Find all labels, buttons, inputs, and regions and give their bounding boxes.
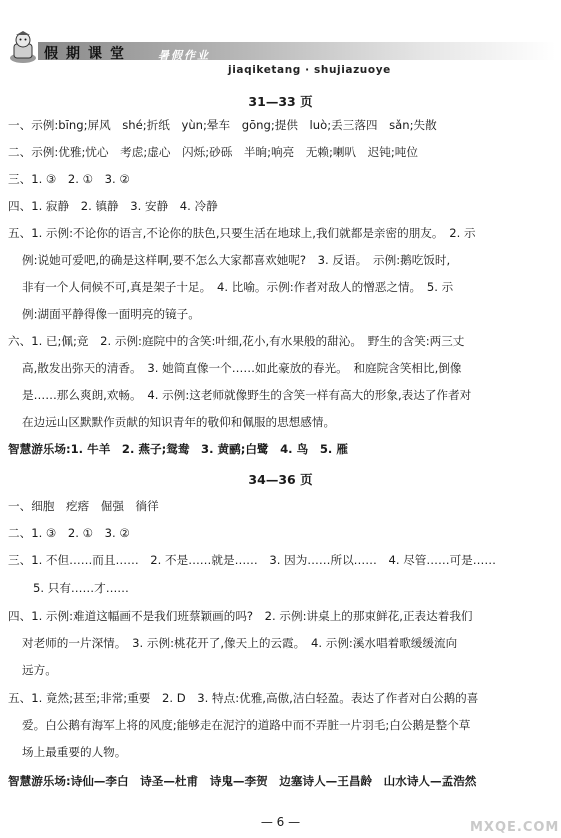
answer-line: 5. 只有……才…… <box>33 581 129 595</box>
answer-line: 在边远山区默默作贡献的知识青年的敬仰和佩服的思想感情。 <box>22 415 336 429</box>
header-pinyin: jiaqiketang · shujiazuoye <box>228 64 391 76</box>
answer-line: 对老师的一片深情。 3. 示例:桃花开了,像天上的云霞。 4. 示例:溪水唱着歌缓缓流向 <box>22 636 458 650</box>
answer-line: 三、1. ③ 2. ① 3. ② <box>8 172 130 186</box>
watermark-text: MXQE.COM <box>470 820 560 835</box>
section-title-34-36: 34—36 页 <box>248 472 313 487</box>
answer-line: 二、1. ③ 2. ① 3. ② <box>8 526 130 540</box>
answer-line: 一、示例:bīng;屏风 shé;折纸 yùn;晕车 gōng;提供 luò;丢三落四 sǎn;失散 <box>8 118 437 132</box>
answer-line-fun-zone: 智慧游乐场:1. 牛羊 2. 燕子;鸳鸯 3. 黄鹂;白鹭 4. 鸟 5. 雁 <box>8 442 348 456</box>
header-subtitle: 暑假作业 <box>158 49 210 62</box>
page-header <box>0 0 561 80</box>
mascot-logo-icon <box>8 30 38 64</box>
answer-line: 是……那么爽朗,欢畅。 4. 示例:这老师就像野生的含笑一样有高大的形象,表达了作者对 <box>22 388 472 402</box>
page-number: — 6 — <box>260 815 301 829</box>
answer-line: 三、1. 不但……而且…… 2. 不是……就是…… 3. 因为……所以…… 4. 尽管……可是…… <box>8 553 496 567</box>
answer-line: 场上最重要的人物。 <box>22 745 127 759</box>
answer-line: 一、细胞 疙瘩 倔强 徜徉 <box>8 499 159 513</box>
answer-line: 高,散发出弥天的清香。 3. 她简直像一个……如此豪放的春光。 和庭院含笑相比,倒像 <box>22 361 462 375</box>
answer-line: 五、1. 示例:不论你的语言,不论你的肤色,只要生活在地球上,我们就都是亲密的朋友。 2. 示 <box>8 226 476 240</box>
answer-line: 例:说她可爱吧,的确是这样啊,要不怎么大家都喜欢她呢? 3. 反语。 示例:鹅吃饭时, <box>22 253 451 267</box>
answer-line-fun-zone: 智慧游乐场:诗仙—李白 诗圣—杜甫 诗鬼—李贺 边塞诗人—王昌龄 山水诗人—孟浩然 <box>8 774 477 788</box>
answer-line: 二、示例:优雅;忧心 考虑;虚心 闪烁;砂砾 半晌;响亮 无赖;喇叭 迟钝;吨位 <box>8 145 418 159</box>
answer-line: 五、1. 竟然;甚至;非常;重要 2. D 3. 特点:优雅,高傲,洁白轻盈。表达了作者对白公鹅的喜 <box>8 691 479 705</box>
answer-line: 六、1. 已;佩;竞 2. 示例:庭院中的含笑:叶细,花小,有水果般的甜沁。 野生的含笑:两三丈 <box>8 334 465 348</box>
answer-line: 四、1. 寂静 2. 镇静 3. 安静 4. 冷静 <box>8 199 218 213</box>
section-title-31-33: 31—33 页 <box>248 94 313 109</box>
answer-line: 远方。 <box>22 663 57 677</box>
answer-line: 例:湖面平静得像一面明亮的镜子。 <box>22 307 200 321</box>
answer-line: 四、1. 示例:难道这幅画不是我们班蔡颖画的吗? 2. 示例:讲桌上的那束鲜花,正表达着我们 <box>8 609 473 623</box>
header-title: 假期课堂 <box>44 46 132 62</box>
answer-line: 非有一个人伺候不可,真是架子十足。 4. 比喻。示例:作者对敌人的憎恶之情。 5. 示 <box>22 280 454 294</box>
answer-line: 爱。白公鹅有海军上将的风度;能够走在泥泞的道路中而不弄脏一片羽毛;白公鹅是整个草 <box>22 718 471 732</box>
